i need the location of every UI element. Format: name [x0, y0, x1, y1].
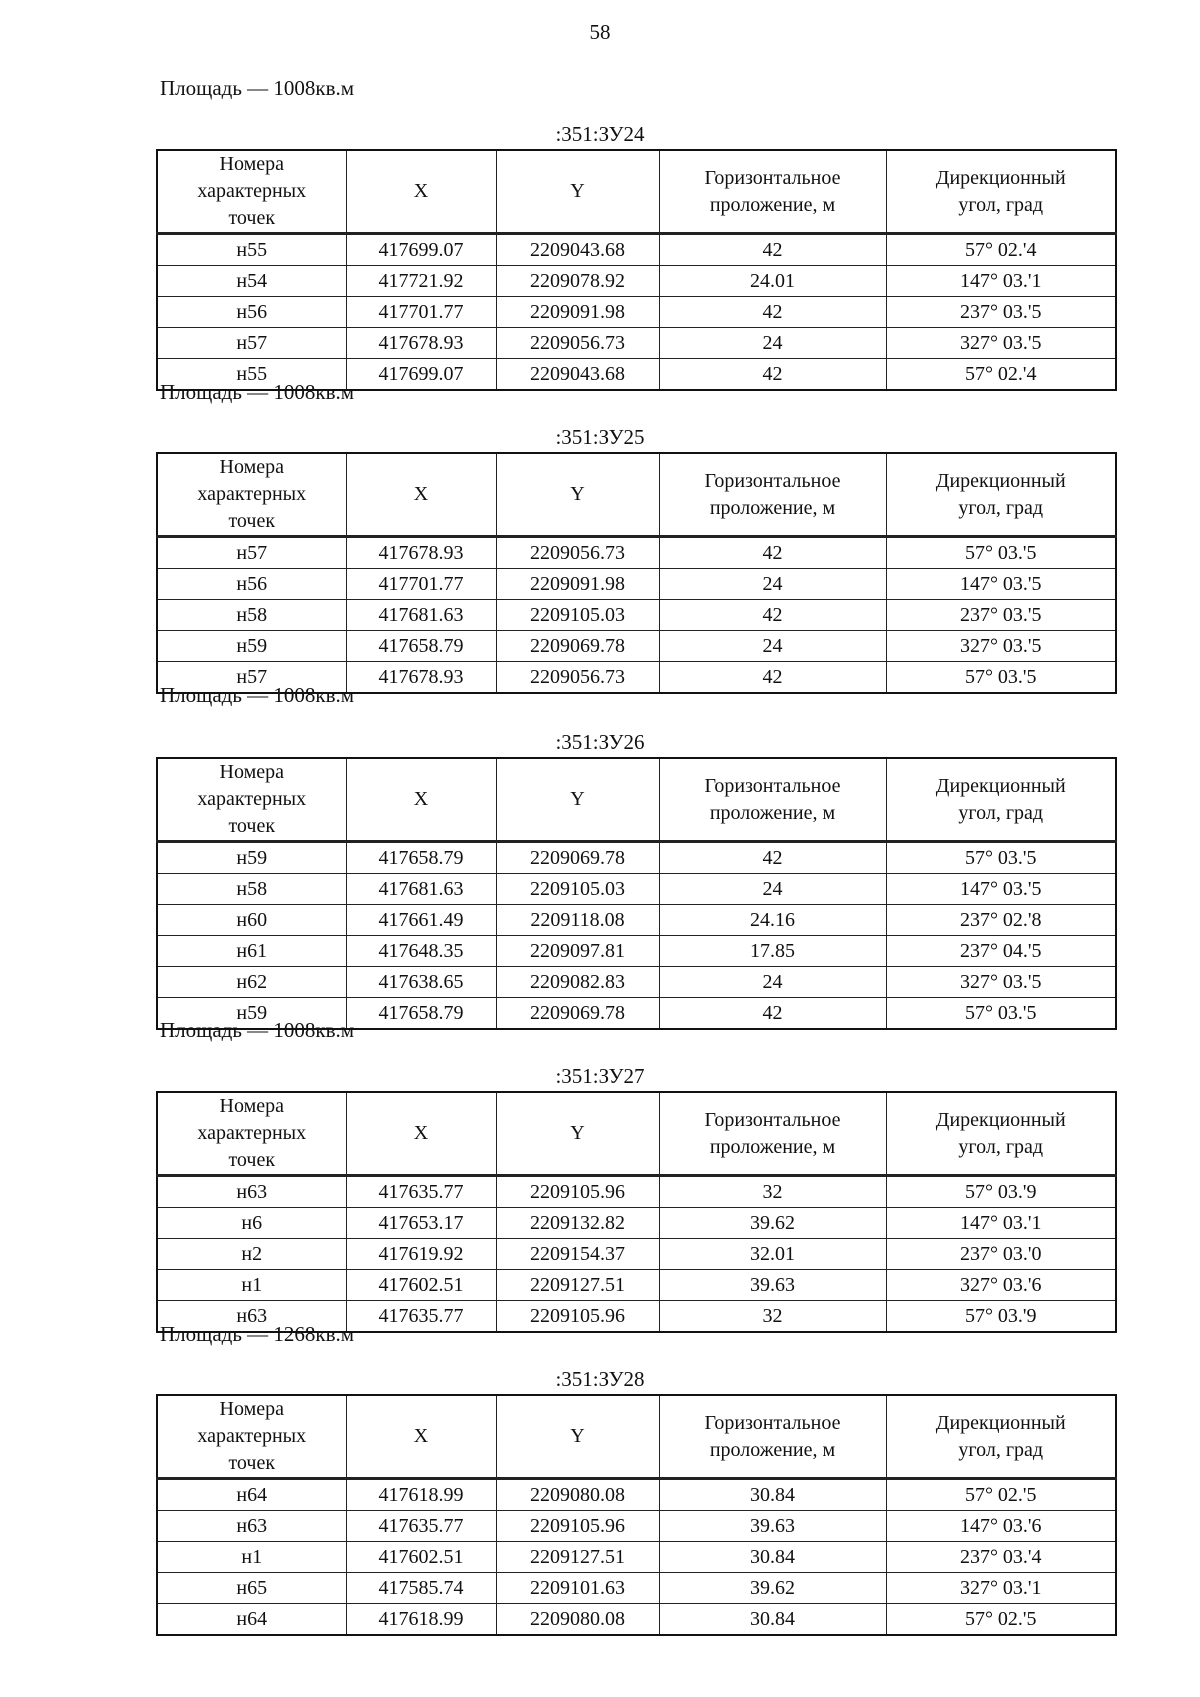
- parcel-title: :351:ЗУ27: [555, 1064, 645, 1088]
- distance-cell: 39.62: [659, 1208, 886, 1239]
- angle-cell: 147° 03.'6: [886, 1511, 1116, 1542]
- table-header-row: [157, 150, 1116, 234]
- distance-cell: 42: [659, 600, 886, 631]
- y-cell: 2209069.78: [496, 631, 659, 662]
- angle-cell: 57° 03.'9: [886, 1301, 1116, 1333]
- x-cell: 417585.74: [346, 1573, 496, 1604]
- y-cell: 2209132.82: [496, 1208, 659, 1239]
- parcel-title: :351:ЗУ28: [555, 1367, 645, 1391]
- table-row: [157, 967, 1116, 998]
- area-label: Площадь — 1008кв.м: [160, 76, 355, 100]
- angle-cell: 57° 03.'9: [886, 1176, 1116, 1208]
- point-id-cell: н59: [157, 631, 346, 662]
- header-points: Номера характерных точек: [157, 150, 346, 234]
- page-number: 58: [589, 20, 611, 44]
- header-y: Y: [496, 1395, 659, 1479]
- angle-cell: 147° 03.'5: [886, 874, 1116, 905]
- table-row: [157, 631, 1116, 662]
- point-id-cell: н55: [157, 359, 346, 391]
- y-cell: 2209080.08: [496, 1604, 659, 1636]
- point-id-cell: н61: [157, 936, 346, 967]
- y-cell: 2209056.73: [496, 328, 659, 359]
- distance-cell: 42: [659, 662, 886, 694]
- distance-cell: 17.85: [659, 936, 886, 967]
- y-cell: 2209105.03: [496, 874, 659, 905]
- distance-cell: 42: [659, 998, 886, 1030]
- y-cell: 2209127.51: [496, 1542, 659, 1573]
- angle-cell: 237° 03.'0: [886, 1239, 1116, 1270]
- angle-cell: 57° 03.'5: [886, 662, 1116, 694]
- x-cell: 417661.49: [346, 905, 496, 936]
- y-cell: 2209082.83: [496, 967, 659, 998]
- table-row: [157, 328, 1116, 359]
- distance-cell: 39.63: [659, 1270, 886, 1301]
- angle-cell: 327° 03.'6: [886, 1270, 1116, 1301]
- coordinates-table: [156, 1394, 1117, 1636]
- table-header-row: [157, 1395, 1116, 1479]
- coordinates-table: [156, 149, 1117, 391]
- parcel-title: :351:ЗУ25: [555, 425, 645, 449]
- distance-cell: 32: [659, 1176, 886, 1208]
- x-cell: 417602.51: [346, 1542, 496, 1573]
- point-id-cell: н1: [157, 1270, 346, 1301]
- point-id-cell: н54: [157, 266, 346, 297]
- header-angle: Дирекционный угол, град: [886, 758, 1116, 842]
- point-id-cell: н1: [157, 1542, 346, 1573]
- x-cell: 417678.93: [346, 662, 496, 694]
- y-cell: 2209078.92: [496, 266, 659, 297]
- angle-cell: 237° 02.'8: [886, 905, 1116, 936]
- x-cell: 417658.79: [346, 631, 496, 662]
- y-cell: 2209154.37: [496, 1239, 659, 1270]
- distance-cell: 42: [659, 537, 886, 569]
- table-row: [157, 569, 1116, 600]
- area-label: Площадь — 1008кв.м: [160, 683, 355, 707]
- x-cell: 417635.77: [346, 1301, 496, 1333]
- y-cell: 2209118.08: [496, 905, 659, 936]
- distance-cell: 30.84: [659, 1542, 886, 1573]
- distance-cell: 24: [659, 631, 886, 662]
- distance-cell: 42: [659, 842, 886, 874]
- distance-cell: 24: [659, 569, 886, 600]
- header-y: Y: [496, 1092, 659, 1176]
- table-row: [157, 537, 1116, 569]
- x-cell: 417648.35: [346, 936, 496, 967]
- table-row: [157, 1479, 1116, 1511]
- header-x: X: [346, 758, 496, 842]
- header-points: Номера характерных точек: [157, 1395, 346, 1479]
- point-id-cell: н63: [157, 1176, 346, 1208]
- y-cell: 2209127.51: [496, 1270, 659, 1301]
- x-cell: 417681.63: [346, 874, 496, 905]
- distance-cell: 24: [659, 328, 886, 359]
- table-row: [157, 1239, 1116, 1270]
- table-header-row: [157, 453, 1116, 537]
- y-cell: 2209043.68: [496, 359, 659, 391]
- angle-cell: 57° 02.'4: [886, 234, 1116, 266]
- angle-cell: 57° 03.'5: [886, 998, 1116, 1030]
- header-x: X: [346, 150, 496, 234]
- point-id-cell: н55: [157, 234, 346, 266]
- area-label: Площадь — 1008кв.м: [160, 1018, 355, 1042]
- x-cell: 417658.79: [346, 998, 496, 1030]
- distance-cell: 42: [659, 359, 886, 391]
- area-label: Площадь — 1268кв.м: [160, 1322, 355, 1346]
- y-cell: 2209080.08: [496, 1479, 659, 1511]
- y-cell: 2209069.78: [496, 998, 659, 1030]
- angle-cell: 147° 03.'1: [886, 266, 1116, 297]
- header-angle: Дирекционный угол, град: [886, 1092, 1116, 1176]
- x-cell: 417618.99: [346, 1604, 496, 1636]
- point-id-cell: н64: [157, 1604, 346, 1636]
- parcel-title: :351:ЗУ26: [555, 730, 645, 754]
- header-angle: Дирекционный угол, град: [886, 1395, 1116, 1479]
- distance-cell: 24: [659, 874, 886, 905]
- x-cell: 417701.77: [346, 297, 496, 328]
- table-row: [157, 1208, 1116, 1239]
- header-y: Y: [496, 150, 659, 234]
- point-id-cell: н65: [157, 1573, 346, 1604]
- table-header-row: [157, 758, 1116, 842]
- header-distance: Горизонтальное проложение, м: [659, 1092, 886, 1176]
- point-id-cell: н59: [157, 998, 346, 1030]
- x-cell: 417638.65: [346, 967, 496, 998]
- x-cell: 417721.92: [346, 266, 496, 297]
- header-points: Номера характерных точек: [157, 453, 346, 537]
- header-y: Y: [496, 453, 659, 537]
- distance-cell: 42: [659, 297, 886, 328]
- y-cell: 2209043.68: [496, 234, 659, 266]
- table-row: [157, 1573, 1116, 1604]
- y-cell: 2209105.03: [496, 600, 659, 631]
- header-points: Номера характерных точек: [157, 758, 346, 842]
- y-cell: 2209101.63: [496, 1573, 659, 1604]
- x-cell: 417635.77: [346, 1511, 496, 1542]
- x-cell: 417699.07: [346, 234, 496, 266]
- distance-cell: 30.84: [659, 1479, 886, 1511]
- angle-cell: 57° 03.'5: [886, 537, 1116, 569]
- distance-cell: 24: [659, 967, 886, 998]
- table-row: [157, 874, 1116, 905]
- area-label: Площадь — 1008кв.м: [160, 380, 355, 404]
- point-id-cell: н63: [157, 1511, 346, 1542]
- header-x: X: [346, 453, 496, 537]
- angle-cell: 327° 03.'1: [886, 1573, 1116, 1604]
- y-cell: 2209091.98: [496, 297, 659, 328]
- header-angle: Дирекционный угол, град: [886, 150, 1116, 234]
- point-id-cell: н57: [157, 537, 346, 569]
- angle-cell: 57° 02.'4: [886, 359, 1116, 391]
- angle-cell: 327° 03.'5: [886, 967, 1116, 998]
- distance-cell: 32.01: [659, 1239, 886, 1270]
- header-distance: Горизонтальное проложение, м: [659, 1395, 886, 1479]
- header-angle: Дирекционный угол, град: [886, 453, 1116, 537]
- y-cell: 2209069.78: [496, 842, 659, 874]
- header-distance: Горизонтальное проложение, м: [659, 453, 886, 537]
- distance-cell: 32: [659, 1301, 886, 1333]
- table-row: [157, 1176, 1116, 1208]
- x-cell: 417701.77: [346, 569, 496, 600]
- table-row: [157, 842, 1116, 874]
- table-row: [157, 266, 1116, 297]
- angle-cell: 327° 03.'5: [886, 328, 1116, 359]
- angle-cell: 147° 03.'5: [886, 569, 1116, 600]
- point-id-cell: н58: [157, 874, 346, 905]
- distance-cell: 39.62: [659, 1573, 886, 1604]
- x-cell: 417653.17: [346, 1208, 496, 1239]
- distance-cell: 24.01: [659, 266, 886, 297]
- point-id-cell: н57: [157, 662, 346, 694]
- table-row: [157, 1604, 1116, 1636]
- header-x: X: [346, 1092, 496, 1176]
- y-cell: 2209105.96: [496, 1176, 659, 1208]
- y-cell: 2209105.96: [496, 1301, 659, 1333]
- parcel-title: :351:ЗУ24: [555, 122, 645, 146]
- x-cell: 417602.51: [346, 1270, 496, 1301]
- point-id-cell: н57: [157, 328, 346, 359]
- angle-cell: 327° 03.'5: [886, 631, 1116, 662]
- table-row: [157, 1270, 1116, 1301]
- x-cell: 417678.93: [346, 537, 496, 569]
- point-id-cell: н56: [157, 297, 346, 328]
- x-cell: 417618.99: [346, 1479, 496, 1511]
- distance-cell: 42: [659, 234, 886, 266]
- table-row: [157, 905, 1116, 936]
- angle-cell: 237° 03.'5: [886, 600, 1116, 631]
- point-id-cell: н62: [157, 967, 346, 998]
- point-id-cell: н2: [157, 1239, 346, 1270]
- table-header-row: [157, 1092, 1116, 1176]
- x-cell: 417678.93: [346, 328, 496, 359]
- header-x: X: [346, 1395, 496, 1479]
- point-id-cell: н56: [157, 569, 346, 600]
- point-id-cell: н63: [157, 1301, 346, 1333]
- table-row: [157, 936, 1116, 967]
- point-id-cell: н6: [157, 1208, 346, 1239]
- angle-cell: 237° 03.'4: [886, 1542, 1116, 1573]
- point-id-cell: н60: [157, 905, 346, 936]
- distance-cell: 30.84: [659, 1604, 886, 1636]
- x-cell: 417619.92: [346, 1239, 496, 1270]
- point-id-cell: н64: [157, 1479, 346, 1511]
- y-cell: 2209056.73: [496, 662, 659, 694]
- header-distance: Горизонтальное проложение, м: [659, 758, 886, 842]
- y-cell: 2209056.73: [496, 537, 659, 569]
- point-id-cell: н58: [157, 600, 346, 631]
- point-id-cell: н59: [157, 842, 346, 874]
- x-cell: 417658.79: [346, 842, 496, 874]
- y-cell: 2209091.98: [496, 569, 659, 600]
- coordinates-table: [156, 757, 1117, 1030]
- y-cell: 2209097.81: [496, 936, 659, 967]
- x-cell: 417681.63: [346, 600, 496, 631]
- table-row: [157, 600, 1116, 631]
- table-row: [157, 1542, 1116, 1573]
- angle-cell: 237° 04.'5: [886, 936, 1116, 967]
- header-y: Y: [496, 758, 659, 842]
- angle-cell: 147° 03.'1: [886, 1208, 1116, 1239]
- coordinates-table: [156, 1091, 1117, 1333]
- x-cell: 417635.77: [346, 1176, 496, 1208]
- x-cell: 417699.07: [346, 359, 496, 391]
- angle-cell: 57° 03.'5: [886, 842, 1116, 874]
- table-row: [157, 1511, 1116, 1542]
- angle-cell: 237° 03.'5: [886, 297, 1116, 328]
- angle-cell: 57° 02.'5: [886, 1479, 1116, 1511]
- coordinates-table: [156, 452, 1117, 694]
- angle-cell: 57° 02.'5: [886, 1604, 1116, 1636]
- table-row: [157, 234, 1116, 266]
- table-row: [157, 297, 1116, 328]
- header-distance: Горизонтальное проложение, м: [659, 150, 886, 234]
- distance-cell: 24.16: [659, 905, 886, 936]
- distance-cell: 39.63: [659, 1511, 886, 1542]
- y-cell: 2209105.96: [496, 1511, 659, 1542]
- header-points: Номера характерных точек: [157, 1092, 346, 1176]
